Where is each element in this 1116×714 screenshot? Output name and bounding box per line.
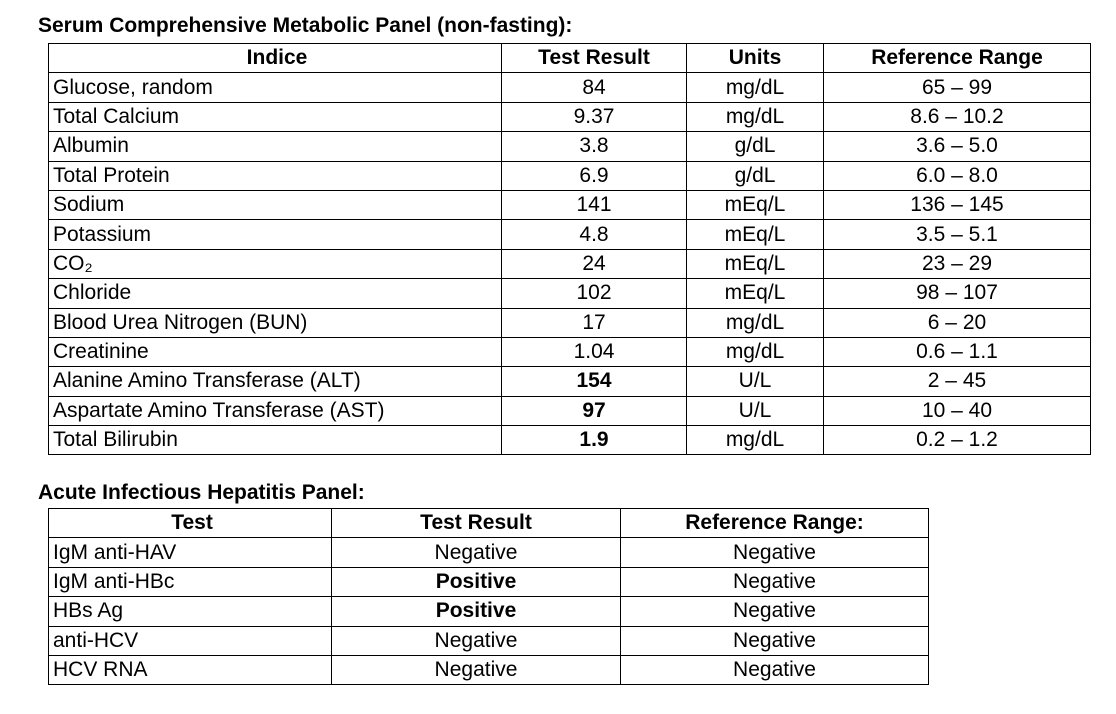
cmp-indice-cell: Albumin xyxy=(49,132,502,161)
cmp-indice-cell: Aspartate Amino Transferase (AST) xyxy=(49,396,502,425)
hepatitis-header-test-result: Test Result xyxy=(332,509,621,538)
table-row xyxy=(49,132,1091,161)
table-row xyxy=(49,249,1091,278)
cmp-table xyxy=(48,43,1091,455)
hepatitis-test-cell: IgM anti-HBc xyxy=(49,567,332,596)
cmp-indice-cell: Creatinine xyxy=(49,337,502,366)
cmp-range-cell: 0.2 – 1.2 xyxy=(824,426,1091,455)
cmp-result-cell: 17 xyxy=(502,308,687,337)
cmp-units-cell: g/dL xyxy=(687,161,824,190)
cmp-range-cell: 23 – 29 xyxy=(824,249,1091,278)
table-row xyxy=(49,626,929,655)
cmp-range-cell: 10 – 40 xyxy=(824,396,1091,425)
cmp-units-cell: mg/dL xyxy=(687,308,824,337)
table-row xyxy=(49,367,1091,396)
cmp-header-reference-range: Reference Range xyxy=(824,44,1091,73)
cmp-indice-cell: Total Protein xyxy=(49,161,502,190)
cmp-units-cell: mEq/L xyxy=(687,190,824,219)
table-row xyxy=(49,538,929,567)
cmp-range-cell: 8.6 – 10.2 xyxy=(824,102,1091,131)
cmp-result-cell: 102 xyxy=(502,279,687,308)
cmp-range-cell: 136 – 145 xyxy=(824,190,1091,219)
cmp-range-cell: 6.0 – 8.0 xyxy=(824,161,1091,190)
cmp-units-cell: mg/dL xyxy=(687,102,824,131)
cmp-range-cell: 2 – 45 xyxy=(824,367,1091,396)
hepatitis-test-cell: anti-HCV xyxy=(49,626,332,655)
table-row xyxy=(49,426,1091,455)
hepatitis-range-cell: Negative xyxy=(621,655,929,684)
table-row xyxy=(49,655,929,684)
cmp-result-cell: 1.9 xyxy=(502,426,687,455)
cmp-result-cell: 3.8 xyxy=(502,132,687,161)
hepatitis-test-cell: IgM anti-HAV xyxy=(49,538,332,567)
cmp-units-cell: g/dL xyxy=(687,132,824,161)
cmp-indice-cell: Sodium xyxy=(49,190,502,219)
cmp-units-cell: U/L xyxy=(687,367,824,396)
table-row xyxy=(49,337,1091,366)
cmp-result-cell: 141 xyxy=(502,190,687,219)
hepatitis-range-cell: Negative xyxy=(621,567,929,596)
hepatitis-header-row xyxy=(49,509,929,538)
cmp-units-cell: mg/dL xyxy=(687,73,824,102)
cmp-indice-cell: Alanine Amino Transferase (ALT) xyxy=(49,367,502,396)
hepatitis-header-reference-range: Reference Range: xyxy=(621,509,929,538)
cmp-indice-cell: Blood Urea Nitrogen (BUN) xyxy=(49,308,502,337)
hepatitis-result-cell: Negative xyxy=(332,626,621,655)
cmp-indice-cell: Chloride xyxy=(49,279,502,308)
cmp-indice-cell: CO₂ xyxy=(49,249,502,278)
hepatitis-test-cell: HCV RNA xyxy=(49,655,332,684)
cmp-result-cell: 4.8 xyxy=(502,220,687,249)
table-row xyxy=(49,73,1091,102)
cmp-panel-title: Serum Comprehensive Metabolic Panel (non-fasting): xyxy=(38,14,573,37)
cmp-header-indice: Indice xyxy=(49,44,502,73)
cmp-indice-cell: Potassium xyxy=(49,220,502,249)
hepatitis-result-cell: Positive xyxy=(332,597,621,626)
hepatitis-result-cell: Positive xyxy=(332,567,621,596)
table-row xyxy=(49,567,929,596)
cmp-units-cell: mEq/L xyxy=(687,220,824,249)
cmp-result-cell: 1.04 xyxy=(502,337,687,366)
table-row xyxy=(49,279,1091,308)
cmp-units-cell: mg/dL xyxy=(687,426,824,455)
table-row xyxy=(49,220,1091,249)
cmp-range-cell: 98 – 107 xyxy=(824,279,1091,308)
hepatitis-panel-title: Acute Infectious Hepatitis Panel: xyxy=(38,481,365,504)
hepatitis-table-body xyxy=(49,538,929,685)
hepatitis-range-cell: Negative xyxy=(621,626,929,655)
cmp-indice-cell: Total Bilirubin xyxy=(49,426,502,455)
table-row xyxy=(49,396,1091,425)
cmp-header-test-result: Test Result xyxy=(502,44,687,73)
cmp-result-cell: 97 xyxy=(502,396,687,425)
cmp-range-cell: 65 – 99 xyxy=(824,73,1091,102)
table-row xyxy=(49,597,929,626)
cmp-result-cell: 24 xyxy=(502,249,687,278)
cmp-header-units: Units xyxy=(687,44,824,73)
cmp-units-cell: mEq/L xyxy=(687,249,824,278)
hepatitis-range-cell: Negative xyxy=(621,538,929,567)
cmp-header-row xyxy=(49,44,1091,73)
table-row xyxy=(49,308,1091,337)
cmp-range-cell: 0.6 – 1.1 xyxy=(824,337,1091,366)
cmp-range-cell: 3.5 – 5.1 xyxy=(824,220,1091,249)
cmp-range-cell: 3.6 – 5.0 xyxy=(824,132,1091,161)
cmp-result-cell: 154 xyxy=(502,367,687,396)
table-row xyxy=(49,102,1091,131)
table-row xyxy=(49,190,1091,219)
hepatitis-range-cell: Negative xyxy=(621,597,929,626)
hepatitis-header-test: Test xyxy=(49,509,332,538)
cmp-table-body xyxy=(49,73,1091,455)
cmp-indice-cell: Total Calcium xyxy=(49,102,502,131)
cmp-result-cell: 84 xyxy=(502,73,687,102)
cmp-range-cell: 6 – 20 xyxy=(824,308,1091,337)
cmp-indice-cell: Glucose, random xyxy=(49,73,502,102)
cmp-units-cell: mg/dL xyxy=(687,337,824,366)
cmp-result-cell: 6.9 xyxy=(502,161,687,190)
hepatitis-result-cell: Negative xyxy=(332,655,621,684)
hepatitis-test-cell: HBs Ag xyxy=(49,597,332,626)
cmp-units-cell: U/L xyxy=(687,396,824,425)
cmp-result-cell: 9.37 xyxy=(502,102,687,131)
table-row xyxy=(49,161,1091,190)
hepatitis-result-cell: Negative xyxy=(332,538,621,567)
hepatitis-table xyxy=(48,508,929,685)
cmp-units-cell: mEq/L xyxy=(687,279,824,308)
